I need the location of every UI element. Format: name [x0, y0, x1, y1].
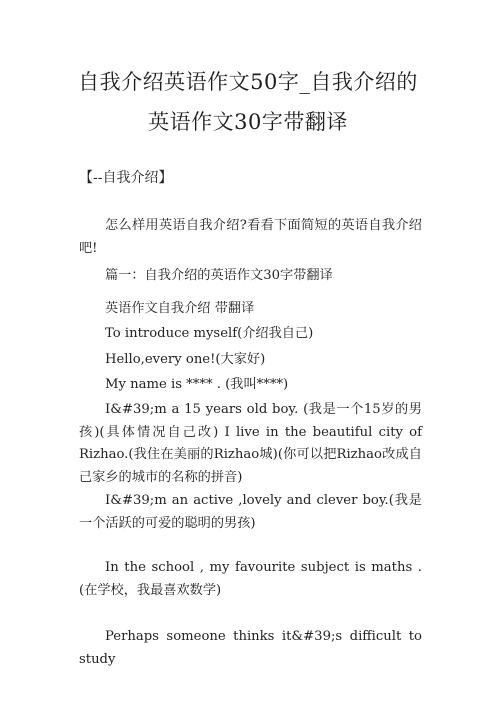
part-heading: 篇一：自我介绍的英语作文30字带翻译	[105, 268, 333, 283]
document-title-line-1: 自我介绍英语作文50字_自我介绍的	[78, 70, 418, 94]
line-introduce: To introduce myself(介绍我自己)	[105, 326, 314, 341]
line-hello: Hello,every one!(大家好)	[105, 352, 266, 367]
section-tag: 【--自我介绍】	[79, 170, 173, 186]
essay-subtitle: 英语作文自我介绍 带翻译	[105, 301, 255, 316]
line-name: My name is **** . (我叫****)	[105, 377, 289, 392]
paragraph-active: I&#39;m an active ,lovely and clever boy.(我是一个活跃的可爱的聪明的男孩)	[79, 493, 422, 531]
document-title-line-2: 英语作文30字带翻译	[148, 110, 348, 134]
paragraph-school: In the school , my favourite subject is maths .(在学校，我最喜欢数学)	[79, 560, 422, 598]
paragraph-age-city: I&#39;m a 15 years old boy. (我是一个15岁的男孩)(具体情况自己改) I live in the beautiful city of Rizhao.(我住在美丽的Rizhao城)(你可以把Rizhao改成自己家乡的城市的名称的拼音)	[79, 402, 422, 485]
intro-paragraph: 怎么样用英语自我介绍?看看下面简短的英语自我介绍吧!	[79, 218, 422, 256]
paragraph-perhaps: Perhaps someone thinks it&#39;s difficult to study	[79, 629, 422, 667]
